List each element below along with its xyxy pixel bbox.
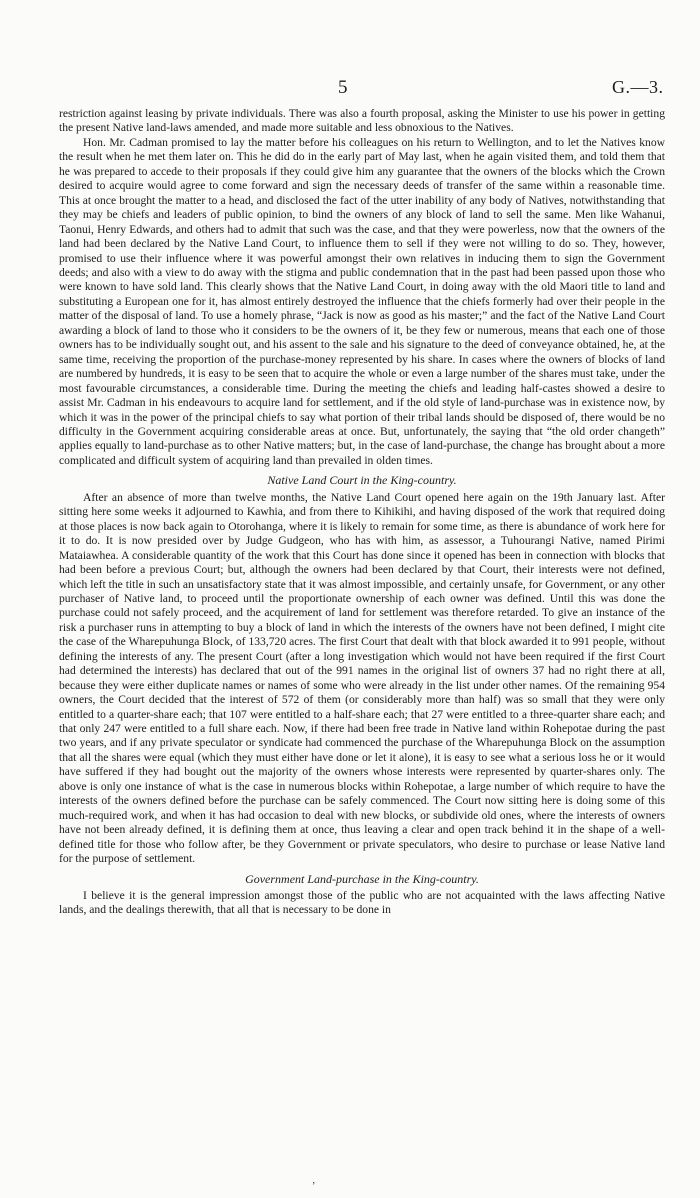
paragraph: Hon. Mr. Cadman promised to lay the matter before his colleagues on his return to Wellington, and to let the Natives know the result when he met them later on. This he did do in the early part of May last, when he again visited them, and told them that he was prepared to accede to their proposals if they could give him any guarantee that the owners of the blocks which the Crown desired to acquire would agree to come forward and sign the necessary deeds of transfer of the same within a reasonable time. This at once brought the matter to a head, and disclosed the fact of the utter inability of any body of Natives, notwithstanding that they may be chiefs and leaders of public opinion, to bind the owners of any block of land to sell the same. Men like Wahanui, Taonui, Henry Edwards, and others had to admit that such was the case, and that they were powerless, now that the owners of the land had been declared by the Native Land Court, to influence them to sell if they were not willing to do so. They, however, promised to use their influence where it was powerful amongst their own relatives in inducing them to sign the Government deeds; and also with a view to do away with the stigma and public condemnation that in the past had been passed upon those who were known to have sold land. This clearly shows that the Native Land Court, in doing away with the old Maori title to land and substituting a European one for it, has almost entirely destroyed the influence that the chiefs formerly had over their people in the matter of the disposal of land. To use a homely phrase, “Jack is now as good as his master;” and the fact of the Native Land Court awarding a block of land to those who it considers to be the owners of it, be they few or numerous, means that each one of those owners has to be individually sought out, and his assent to the sale and his signature to the deed of conveyance obtained, he, at the same time, receiving the proportion of the purchase-money represented by his share. In cases where the owners of blocks of land are numbered by hundreds, it is easy to be seen that to acquire the whole or even a large number of the shares must take, under the most favourable circumstances, a considerable time. During the meeting the chiefs and leading half-castes showed a desire to assist Mr. Cadman in his endeavours to acquire land for settlement, and if the old style of land-purchase was in existence now, by which it was in the power of the principal chiefs to say what portion of their tribal lands should be disposed of, there would be no difficulty in the Government acquiring considerable areas at once. But, unfortunately, the saying that “the old order changeth” applies equally to land-purchase as to other Native matters; but, in the case of land-purchase, the change has brought about a more complicated and difficult system of acquiring land than prevailed in olden times. [59, 135, 665, 467]
paragraph: I believe it is the general impression amongst those of the public who are not acquainted with the laws affecting Native lands, and the dealings therewith, that all that is necessary to be done in [59, 889, 665, 917]
document-reference: G.—3. [612, 77, 664, 97]
page-number: 5 [338, 77, 349, 98]
footer-mark: ’ [312, 1181, 316, 1192]
section-heading: Government Land-purchase in the King-country. [245, 871, 479, 886]
section-heading: Native Land Court in the King-country. [267, 473, 457, 488]
paragraph: After an absence of more than twelve months, the Native Land Court opened here again on the 19th January last. After sitting here some weeks it adjourned to Kawhia, and from there to Kihikihi, and having disposed of the work that required doing at those places is now back again to Otorohanga, where it is likely to remain for some time, as there is abundance of work here for it to do. It is now presided over by Judge Gudgeon, who has with him, as assessor, a Tuhourangi Native, named Pirimi Mataiawhea. A considerable quantity of the work that this Court has done since it opened has been in connection with blocks that had been before a previous Court; but, although the owners had been declared by that Court, their interests were not defined, which left the title in such an unsatisfactory state that it was almost impossible, and certainly unsafe, for Government, or any other purchaser of Native land, to proceed until the proportionate ownership of each owner was defined. Until this was done the purchase could not safely proceed, and the acquirement of land for settlement was therefore retarded. To give an instance of the risk a purchaser runs in attempting to buy a block of land in which the interests of the owners have not been defined, I might cite the case of the Wharepuhunga Block, of 133,720 acres. The first Court that dealt with that block awarded it to 991 people, without defining the interests of any. The present Court (after a long investigation which would not have been required if the first Court had determined the interests) has declared that out of the 991 names in the original list of owners 37 had no right there at all, because they were either duplicate names or names of some who were already in the list under other names. Of the remaining 954 owners, the Court decided that the interest of 572 of them (or considerably more than half) was so small that they were only entitled to a quarter-share each; that 107 were entitled to a half-share each; that 27 were entitled to a three-quarter share each; and that only 247 were entitled to a full share each. Now, if there had been free trade in Native land within Rohepotae during the past two years, and if any private speculator or syndicate had commenced the purchase of the Wharepuhunga Block on the assumption that all the shares were equal (which they must either have done or let it alone), it is easy to see what a serious loss he or it would have suffered if they had bought out the majority of the owners whose interests were represented by quarter-shares only. The above is only one instance of what is the case in numerous blocks within Rohepotae, a large number of which require to have the interests of the owners defined before the purchase can be safely commenced. The Court now sitting here is doing some of this much-required work, and when it has had occasion to deal with new blocks, or subdivide old ones, where the interests of owners have not been already defined, it is defining them at once, thus leaving a clear and open track behind it in the shape of a well-defined title for those who follow after, be they Government or private speculators, who desire to purchase or lease Native land for the purpose of settlement. [59, 490, 665, 866]
body-text [59, 107, 665, 918]
paragraph: restriction against leasing by private individuals. There was also a fourth proposal, asking the Minister to use his power in getting the present Native land-laws amended, and made more suitable and less obnoxious to the Natives. [59, 107, 665, 135]
